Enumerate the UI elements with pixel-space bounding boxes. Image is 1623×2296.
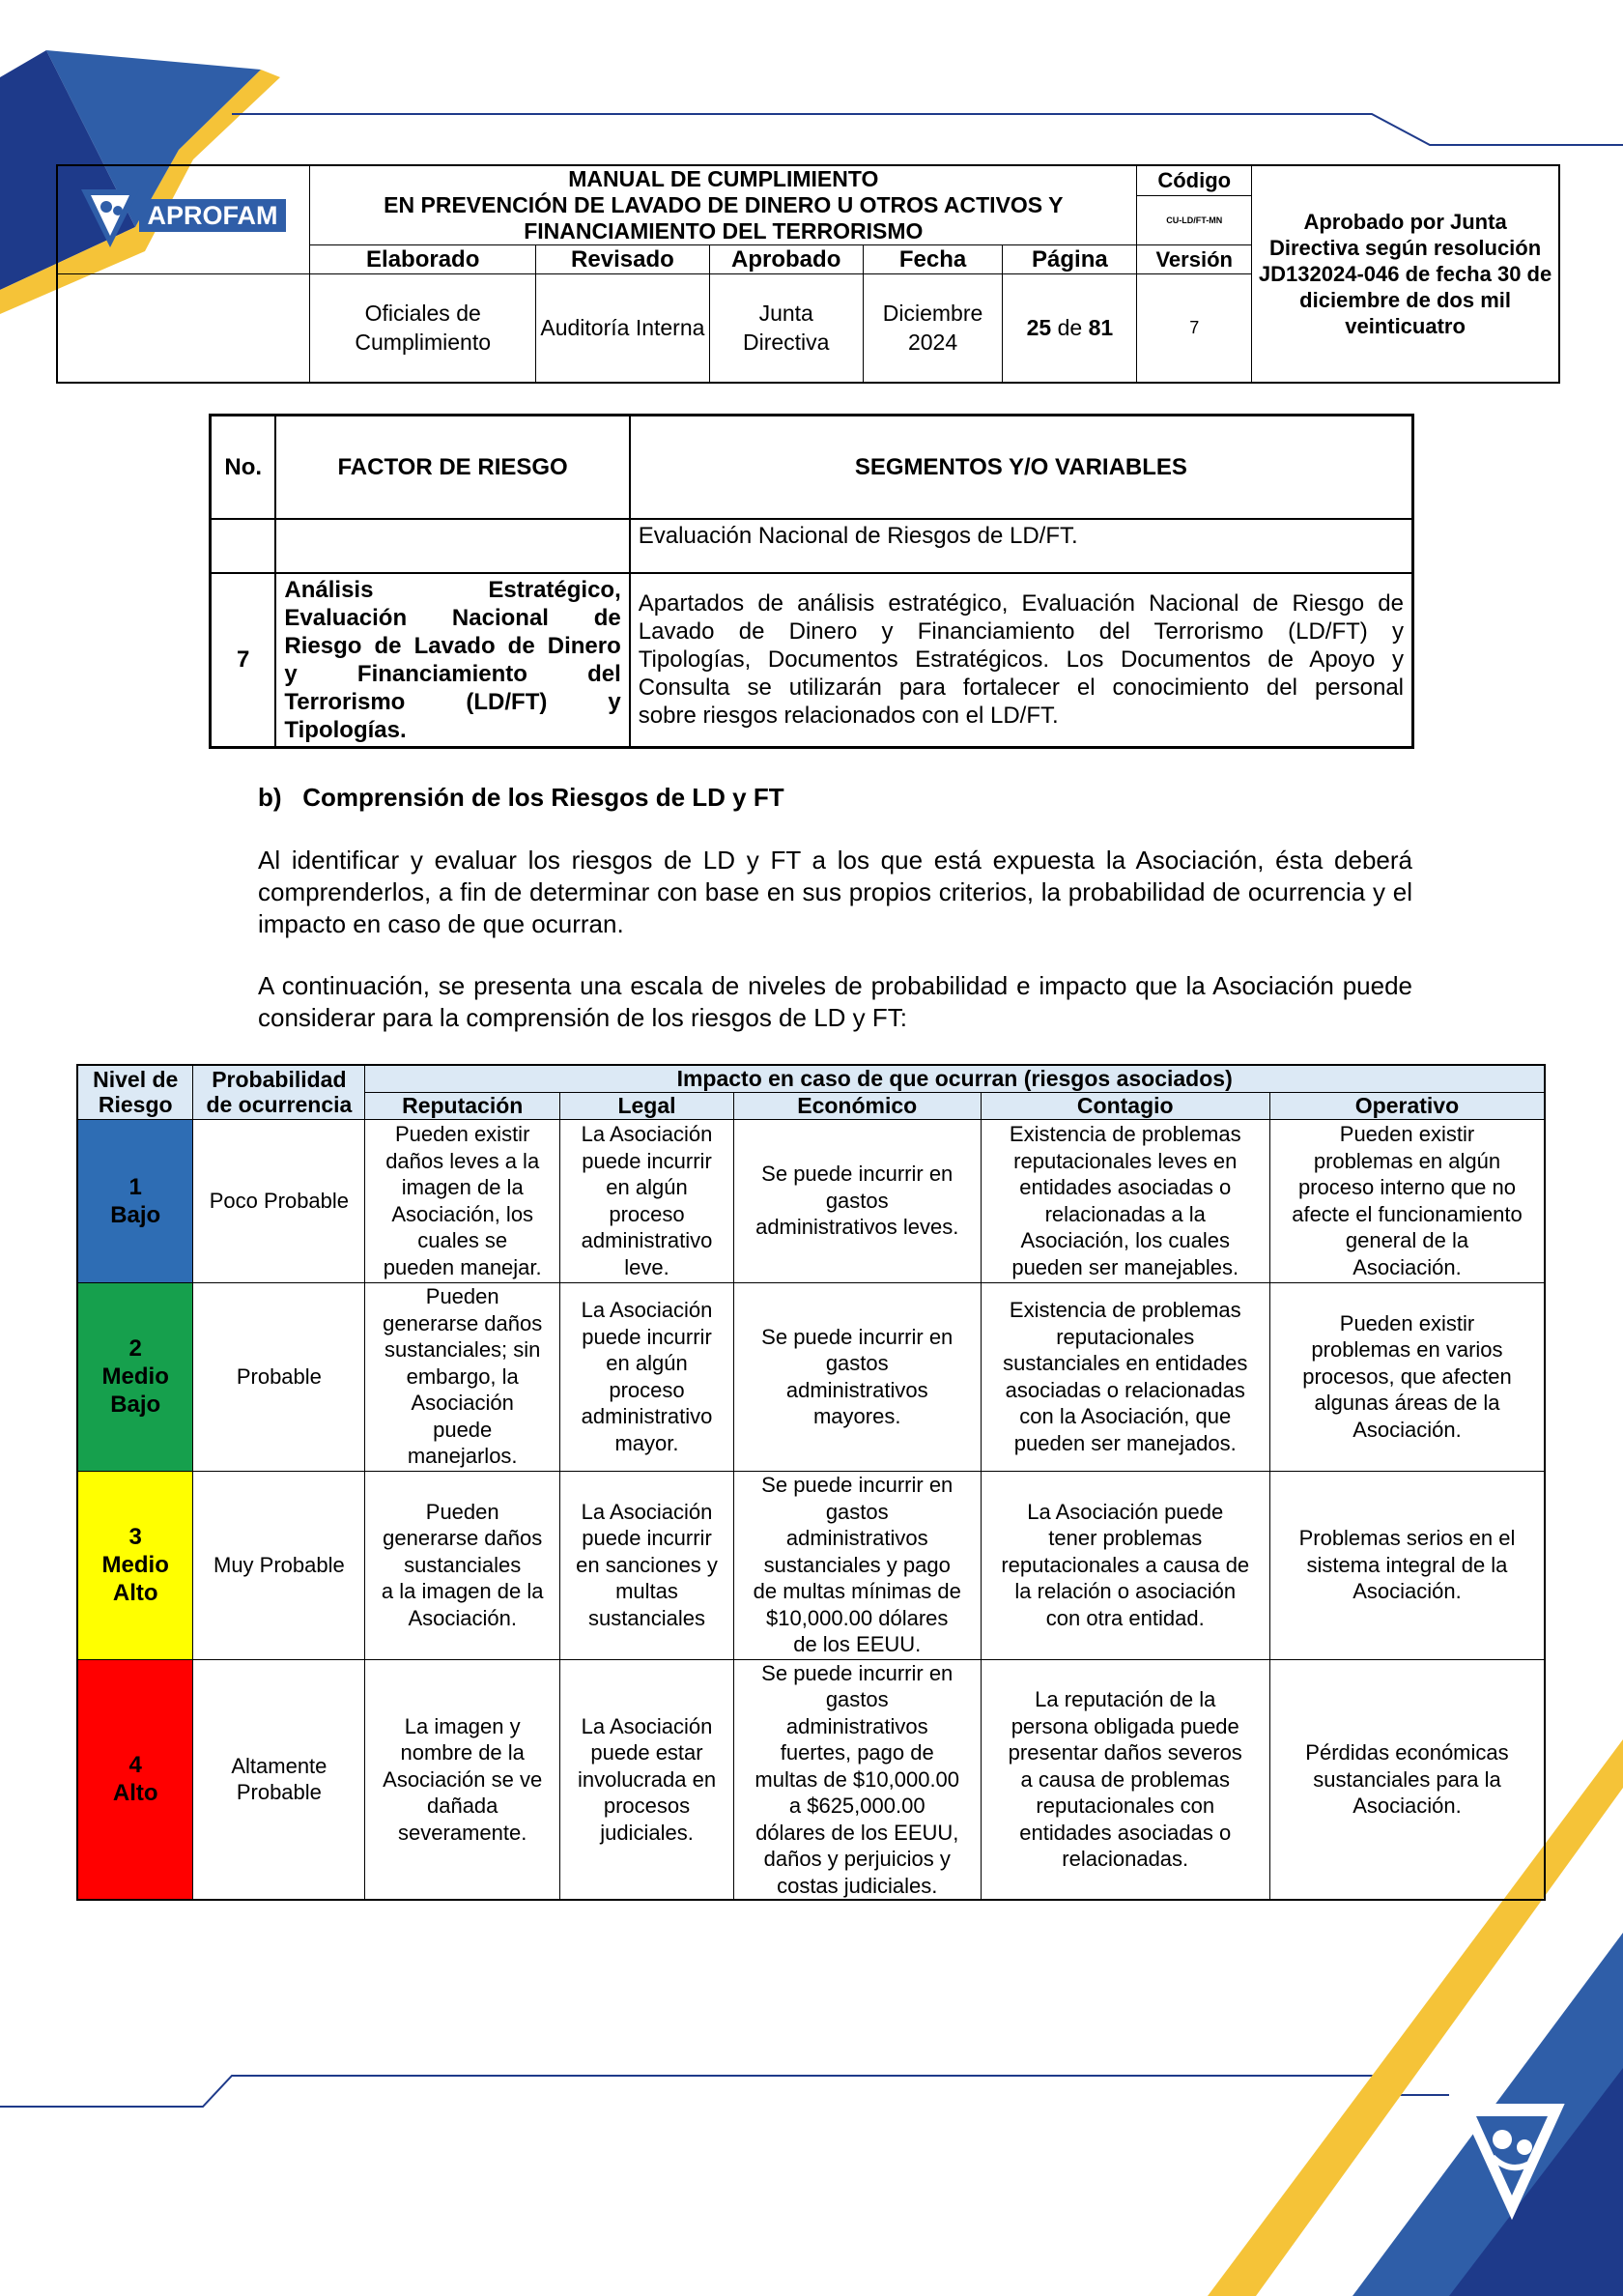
level-cell-2: 2 Medio Bajo <box>77 1282 193 1471</box>
contagio-cell: La reputación de la persona obligada puede presentar daños severos a causa de problemas reputacionales con entidades asociadas o relacionadas. <box>981 1659 1269 1900</box>
risk-matrix-table <box>76 1064 1546 1901</box>
col-contagio: Contagio <box>981 1092 1269 1119</box>
col-reputacion: Reputación <box>365 1092 560 1119</box>
svg-text:APROFAM: APROFAM <box>147 201 278 230</box>
rf-row7-no: 7 <box>211 573 276 747</box>
contagio-cell: La Asociación puede tener problemas reputacionales a causa de la relación o asociación con otra entidad. <box>981 1471 1269 1659</box>
code-label: Código <box>1137 165 1252 195</box>
economico-cell: Se puede incurrir en gastos administrativos leves. <box>733 1119 981 1282</box>
document-header <box>56 164 1560 384</box>
level-cell-4: 4 Alto <box>77 1659 193 1900</box>
rf-row7-segments: Apartados de análisis estratégico, Evaluación Nacional de Riesgo de Lavado de Dinero y Financiamiento del Terrorismo (LD/FT) y Tipologías, Documentos Estratégicos. Los Documentos de Apoyo y Consulta se utilizarán para fortalecer el conocimiento del personal sobre riesgos relacionados con el LD/FT. <box>630 573 1413 747</box>
bottom-rule-line <box>0 2076 1449 2107</box>
legal-cell: La Asociación puede incurrir en algún proceso administrativo mayor. <box>560 1282 734 1471</box>
version-label: Versión <box>1137 245 1252 274</box>
operativo-cell: Problemas serios en el sistema integral de la Asociación. <box>1269 1471 1545 1659</box>
col-prob-header: Probabilidad de ocurrencia <box>193 1065 365 1119</box>
elaborado-value: Oficiales de Cumplimiento <box>310 274 536 383</box>
revisado-label: Revisado <box>536 245 710 274</box>
col-economico: Económico <box>733 1092 981 1119</box>
economico-cell: Se puede incurrir en gastos administrativos sustanciales y pago de multas mínimas de $10,000.00 dólares de los EEUU. <box>733 1471 981 1659</box>
probability-cell: Probable <box>193 1282 365 1471</box>
reputacion-cell: Pueden generarse daños sustanciales a la imagen de la Asociación. <box>365 1471 560 1659</box>
operativo-cell: Pueden existir problemas en algún proceso interno que no afecte el funcionamiento general de la Asociación. <box>1269 1119 1545 1282</box>
aprofam-logo <box>77 184 290 251</box>
page-number: 25 de 81 <box>1003 274 1137 383</box>
top-rule-line <box>232 114 1623 145</box>
reputacion-cell: Pueden generarse daños sustanciales; sin embargo, la Asociación puede manejarlos. <box>365 1282 560 1471</box>
economico-cell: Se puede incurrir en gastos administrativos fuertes, pago de multas de $10,000.00 a $625,000.00 dólares de los EEUU, daños y perjuicios y costas judiciales. <box>733 1659 981 1900</box>
contagio-cell: Existencia de problemas reputacionales sustanciales en entidades asociadas o relacionadas con la Asociación, que pueden ser manejados. <box>981 1282 1269 1471</box>
aprobado-label: Aprobado <box>709 245 863 274</box>
section-subtitle: b) Comprensión de los Riesgos de LD y FT <box>258 783 784 812</box>
contagio-cell: Existencia de problemas reputacionales leves en entidades asociadas o relacionadas a la Asociación, los cuales pueden ser manejables. <box>981 1119 1269 1282</box>
logo-spacer <box>57 274 310 383</box>
fecha-label: Fecha <box>863 245 1003 274</box>
rf-prev-no <box>211 519 276 573</box>
rf-prev-factor <box>275 519 629 573</box>
risk-row-2 <box>77 1282 1545 1471</box>
legal-cell: La Asociación puede incurrir en sanciones y multas sustanciales <box>560 1471 734 1659</box>
probability-cell: Muy Probable <box>193 1471 365 1659</box>
paragraph-2: A continuación, se presenta una escala de niveles de probabilidad e impacto que la Asociación puede considerar para la comprensión de los riesgos de LD y FT: <box>258 971 1412 1032</box>
risk-factor-table <box>209 414 1414 749</box>
rf-row7-factor: Análisis Estratégico, Evaluación Nacional de Riesgo de Lavado de Dinero y Financiamiento del Terrorismo (LD/FT) y Tipologías. <box>275 573 629 747</box>
rf-prev-segments: Evaluación Nacional de Riesgos de LD/FT. <box>630 519 1413 573</box>
probability-cell: Altamente Probable <box>193 1659 365 1900</box>
operativo-cell: Pérdidas económicas sustanciales para la Asociación. <box>1269 1659 1545 1900</box>
document-title: MANUAL DE CUMPLIMIENTO EN PREVENCIÓN DE LAVADO DE DINERO U OTROS ACTIVOS Y FINANCIAMIENTO DEL TERRORISMO <box>310 165 1137 245</box>
col-legal: Legal <box>560 1092 734 1119</box>
rf-header-factor: FACTOR DE RIESGO <box>275 416 629 520</box>
rf-header-no: No. <box>211 416 276 520</box>
logo-cell <box>57 165 310 274</box>
impact-header: Impacto en caso de que ocurran (riesgos asociados) <box>365 1065 1545 1092</box>
col-operativo: Operativo <box>1269 1092 1545 1119</box>
legal-cell: La Asociación puede estar involucrada en procesos judiciales. <box>560 1659 734 1900</box>
version-value: 7 <box>1137 274 1252 383</box>
aprobado-value: Junta Directiva <box>709 274 863 383</box>
reputacion-cell: Pueden existir daños leves a la imagen de la Asociación, los cuales se pueden manejar. <box>365 1119 560 1282</box>
revisado-value: Auditoría Interna <box>536 274 710 383</box>
paragraph-1: Al identificar y evaluar los riesgos de LD y FT a los que está expuesta la Asociación, ésta deberá comprenderlos, a fin de determinar con base en sus propios criterios, la probabilidad de ocurrencia y el impacto en caso de que ocurran. <box>258 846 1412 938</box>
col-level-header: Nivel de Riesgo <box>77 1065 193 1119</box>
reputacion-cell: La imagen y nombre de la Asociación se ve dañada severamente. <box>365 1659 560 1900</box>
fecha-value: Diciembre 2024 <box>863 274 1003 383</box>
pagina-label: Página <box>1003 245 1137 274</box>
level-cell-1: 1 Bajo <box>77 1119 193 1282</box>
code-value: CU-LD/FT-MN <box>1137 195 1252 244</box>
elaborado-label: Elaborado <box>310 245 536 274</box>
legal-cell: La Asociación puede incurrir en algún proceso administrativo leve. <box>560 1119 734 1282</box>
risk-row-3 <box>77 1471 1545 1659</box>
risk-row-4 <box>77 1659 1545 1900</box>
level-cell-3: 3 Medio Alto <box>77 1471 193 1659</box>
operativo-cell: Pueden existir problemas en varios procesos, que afecten algunas áreas de la Asociación. <box>1269 1282 1545 1471</box>
approval-note: Aprobado por Junta Directiva según resolución JD132024-046 de fecha 30 de diciembre de dos mil veinticuatro <box>1252 165 1559 383</box>
economico-cell: Se puede incurrir en gastos administrativos mayores. <box>733 1282 981 1471</box>
probability-cell: Poco Probable <box>193 1119 365 1282</box>
risk-row-1 <box>77 1119 1545 1282</box>
rf-header-segments: SEGMENTOS Y/O VARIABLES <box>630 416 1413 520</box>
